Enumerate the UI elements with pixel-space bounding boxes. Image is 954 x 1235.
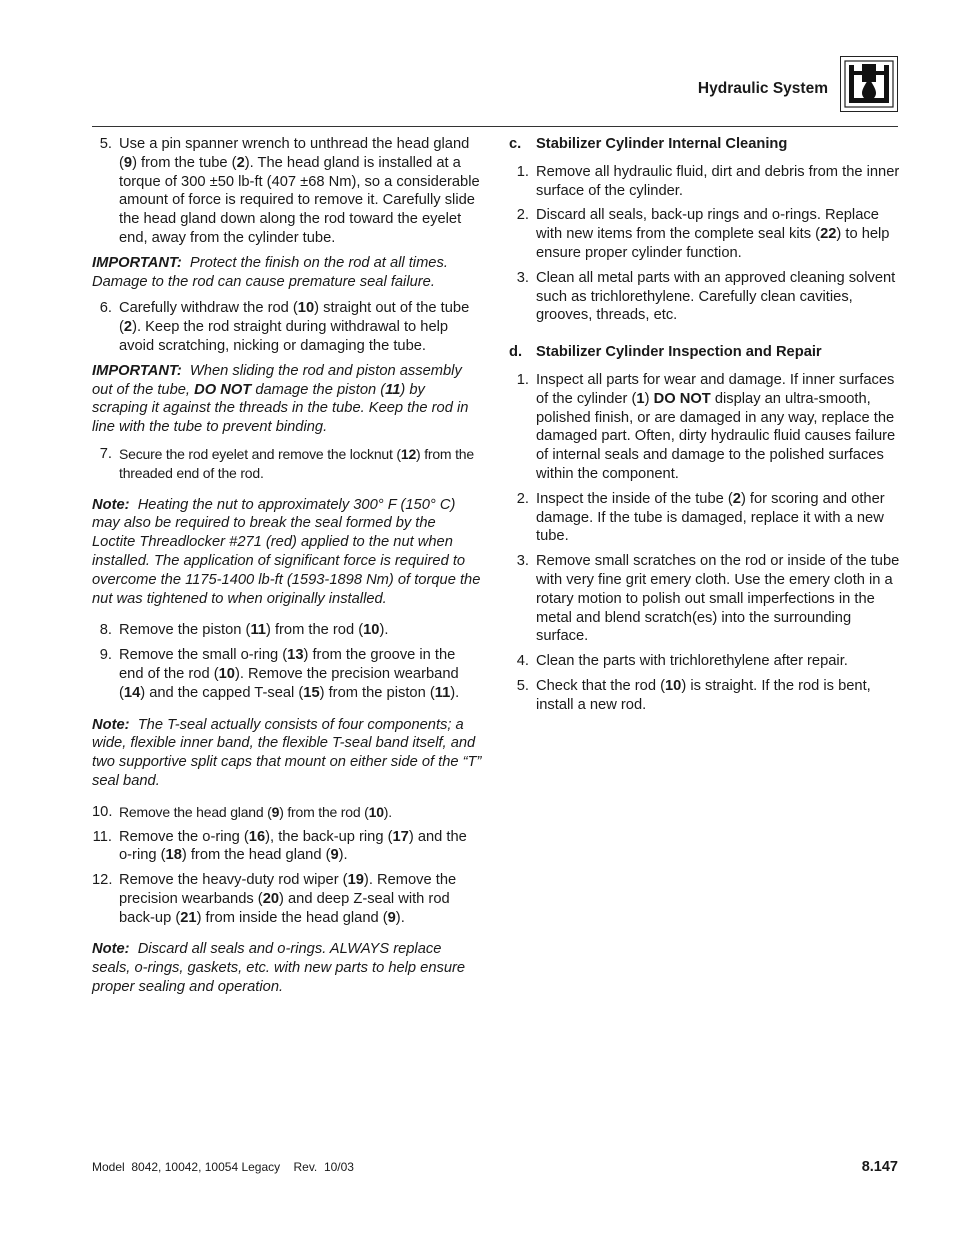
section-title: Hydraulic System xyxy=(697,80,828,97)
note-heating-nut: Note: Heating the nut to approximately 300° F (150° C) may also be required to break the seal formed by the Loctite Threadlocker #271 (red) applied to the nut when installed. The application of significant force is required to overcome the 1175-1400 lb-ft (1593-1898 Nm) of torque the nut was tightened to when originally installed. xyxy=(92,496,481,607)
step-11: 11. Remove the o-ring (16), the back-up ring (17) and the o-ring (18) from the head gland (9). xyxy=(92,828,467,864)
cleaning-step-1: 1. Remove all hydraulic fluid, dirt and debris from the inner surface of the cylinder. xyxy=(516,163,900,199)
section-heading-cleaning: c. Stabilizer Cylinder Internal Cleaning xyxy=(509,136,788,152)
step-8: 8. Remove the piston (11) from the rod (10). xyxy=(99,622,389,639)
important-note-piston: IMPORTANT: When sliding the rod and piston assembly out of the tube, DO NOT damage the piston (11) by scraping it against the threads in the tube. Keep the rod in line with the tube to prevent binding. xyxy=(92,362,469,436)
step-9: 9. Remove the small o-ring (13) from the groove in the end of the rod (10). Remove the precision wearband (14) and the capped T-seal (15) from the piston (11). xyxy=(99,647,460,701)
note-discard-seals: Note: Discard all seals and o-rings. ALWAYS replace seals, o-rings, gaskets, etc. with new parts to help ensure proper sealing and operation. xyxy=(92,941,466,996)
right-column xyxy=(509,135,901,721)
inspection-step-5: 5. Check that the rod (10) is straight. If the rod is bent, install a new rod. xyxy=(516,677,871,713)
step-5: 5. Use a pin spanner wrench to unthread the head gland (9) from the tube (2). The head gland is installed at a torque of 300 ±50 lb-ft (407 ±68 Nm), so a considerable amount of force is required to remove it. Carefully slide the head gland down along the rod toward the eyelet end, away from the cylinder tube. xyxy=(99,136,480,246)
footer-model-info: Model 8042, 10042, 10054 Legacy Rev. 10/03 xyxy=(92,1160,354,1174)
cleaning-step-2: 2. Discard all seals, back-up rings and o-rings. Replace with new items from the complete seal kits (22) to help ensure proper cylinder function. xyxy=(516,207,890,261)
page-number: 8.147 xyxy=(861,1159,898,1175)
important-note-finish: IMPORTANT: Protect the finish on the rod at all times. Damage to the rod can cause premature seal failure. xyxy=(92,254,448,290)
step-6: 6. Carefully withdraw the rod (10) straight out of the tube (2). Keep the rod straight during withdrawal to help avoid scratching, nicking or damaging the tube. xyxy=(99,300,470,354)
header-divider xyxy=(92,126,898,127)
inspection-step-4: 4. Clean the parts with trichlorethylene after repair. xyxy=(516,653,848,670)
step-10: 10. Remove the head gland (9) from the rod (10). xyxy=(92,803,392,820)
step-7: 7. Secure the rod eyelet and remove the locknut (12) from the threaded end of the rod. xyxy=(99,445,474,481)
inspection-step-3: 3. Remove small scratches on the rod or inside of the tube with very fine grit emery cloth. Use the emery cloth in a rotary motion to polish out small imperfections in the metal and blend scratch(es) into the surrounding surface. xyxy=(516,553,900,645)
section-heading-inspection: d. Stabilizer Cylinder Inspection and Repair xyxy=(509,344,822,361)
hydraulic-cylinder-icon xyxy=(840,56,898,112)
note-t-seal: Note: The T-seal actually consists of four components; a wide, flexible inner band, the flexible T-seal band itself, and two supportive split caps that mount on either side of the “T” seal band. xyxy=(92,716,482,789)
inspection-step-2: 2. Inspect the inside of the tube (2) for scoring and other damage. If the tube is damaged, replace it with a new tube. xyxy=(516,490,885,545)
inspection-step-1: 1. Inspect all parts for wear and damage. If inner surfaces of the cylinder (1) DO NOT display an ultra-smooth, polished finish, or are damaged in any way, replace the damaged part. Often, dirty hydraulic fluid causes failure of internal seals and damage to the polished surfaces within the component. xyxy=(516,371,896,482)
left-column xyxy=(92,135,482,1005)
step-12: 12. Remove the heavy-duty rod wiper (19). Remove the precision wearbands (20) and deep Z-seal with rod back-up (21) from inside the head gland (9). xyxy=(92,872,457,926)
cleaning-step-3: 3. Clean all metal parts with an approved cleaning solvent such as trichlorethylene. Carefully clean cavities, grooves, threads, etc. xyxy=(516,269,896,324)
